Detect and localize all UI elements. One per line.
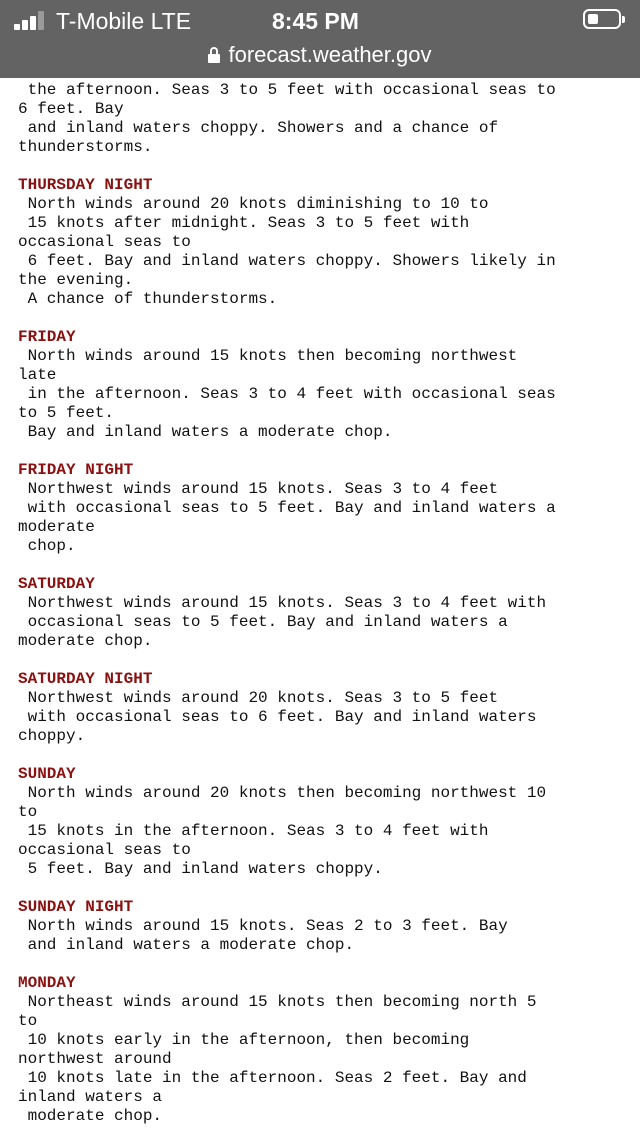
- forecast-line: with occasional seas to 6 feet. Bay and inland waters: [18, 708, 537, 726]
- period-heading: FRIDAY: [18, 328, 76, 346]
- forecast-line: Northwest winds around 15 knots. Seas 3 to 4 feet: [18, 480, 499, 498]
- period-heading: SUNDAY: [18, 765, 76, 783]
- forecast-line: chop.: [18, 537, 76, 555]
- forecast-line: Northwest winds around 15 knots. Seas 3 to 4 feet with: [18, 594, 547, 612]
- url-text: forecast.weather.gov: [228, 42, 432, 67]
- clock: 8:45 PM: [272, 8, 359, 34]
- forecast-line: in the afternoon. Seas 3 to 4 feet with occasional seas: [18, 385, 556, 403]
- forecast-line: North winds around 15 knots then becoming northwest: [18, 347, 518, 365]
- forecast-line: the evening.: [18, 271, 134, 289]
- forecast-line: moderate chop.: [18, 1107, 163, 1125]
- forecast-line: with occasional seas to 5 feet. Bay and inland waters a: [18, 499, 556, 517]
- carrier-label: T-Mobile LTE: [56, 8, 192, 34]
- lock-icon: [208, 47, 220, 63]
- battery-icon: [583, 9, 621, 29]
- address-bar[interactable]: [0, 40, 640, 70]
- period-heading: SUNDAY NIGHT: [18, 898, 134, 916]
- period-heading: FRIDAY NIGHT: [18, 461, 134, 479]
- forecast-line: Bay and inland waters a moderate chop.: [18, 423, 393, 441]
- period-heading: THURSDAY NIGHT: [18, 176, 153, 194]
- forecast-line: A chance of thunderstorms.: [18, 290, 278, 308]
- forecast-line: northwest around: [18, 1050, 172, 1068]
- forecast-line: 15 knots in the afternoon. Seas 3 to 4 feet with: [18, 822, 489, 840]
- forecast-line: 5 feet. Bay and inland waters choppy.: [18, 860, 383, 878]
- forecast-line: to: [18, 1012, 38, 1030]
- forecast-line: the afternoon. Seas 3 to 5 feet with occasional seas to: [18, 81, 556, 99]
- forecast-line: North winds around 15 knots. Seas 2 to 3 feet. Bay: [18, 917, 508, 935]
- forecast-line: and inland waters choppy. Showers and a chance of: [18, 119, 499, 137]
- period-heading: SATURDAY: [18, 575, 95, 593]
- forecast-line: late: [18, 366, 57, 384]
- forecast-line: thunderstorms.: [18, 138, 153, 156]
- forecast-line: 10 knots early in the afternoon, then becoming: [18, 1031, 470, 1049]
- forecast-line: occasional seas to: [18, 841, 191, 859]
- forecast-line: inland waters a: [18, 1088, 163, 1106]
- forecast-line: to 5 feet.: [18, 404, 115, 422]
- forecast-line: 6 feet. Bay and inland waters choppy. Showers likely in: [18, 252, 556, 270]
- forecast-line: 6 feet. Bay: [18, 100, 124, 118]
- forecast-line: 10 knots late in the afternoon. Seas 2 feet. Bay and: [18, 1069, 527, 1087]
- signal-strength-icon: [14, 10, 48, 30]
- forecast-line: North winds around 20 knots diminishing to 10 to: [18, 195, 489, 213]
- battery-fill: [588, 14, 598, 24]
- period-heading: SATURDAY NIGHT: [18, 670, 153, 688]
- forecast-line: to: [18, 803, 38, 821]
- browser-top-bar: [0, 0, 640, 78]
- forecast-line: and inland waters a moderate chop.: [18, 936, 355, 954]
- status-bar: [0, 0, 640, 42]
- forecast-line: moderate chop.: [18, 632, 153, 650]
- period-heading: MONDAY: [18, 974, 76, 992]
- forecast-line: Northwest winds around 20 knots. Seas 3 to 5 feet: [18, 689, 499, 707]
- forecast-line: moderate: [18, 518, 95, 536]
- forecast-line: occasional seas to: [18, 233, 191, 251]
- forecast-line: Northeast winds around 15 knots then becoming north 5: [18, 993, 537, 1011]
- forecast-line: 15 knots after midnight. Seas 3 to 5 feet with: [18, 214, 470, 232]
- forecast-line: occasional seas to 5 feet. Bay and inland waters a: [18, 613, 508, 631]
- forecast-text: [18, 62, 638, 1126]
- forecast-line: North winds around 20 knots then becoming northwest 10: [18, 784, 547, 802]
- forecast-line: choppy.: [18, 727, 86, 745]
